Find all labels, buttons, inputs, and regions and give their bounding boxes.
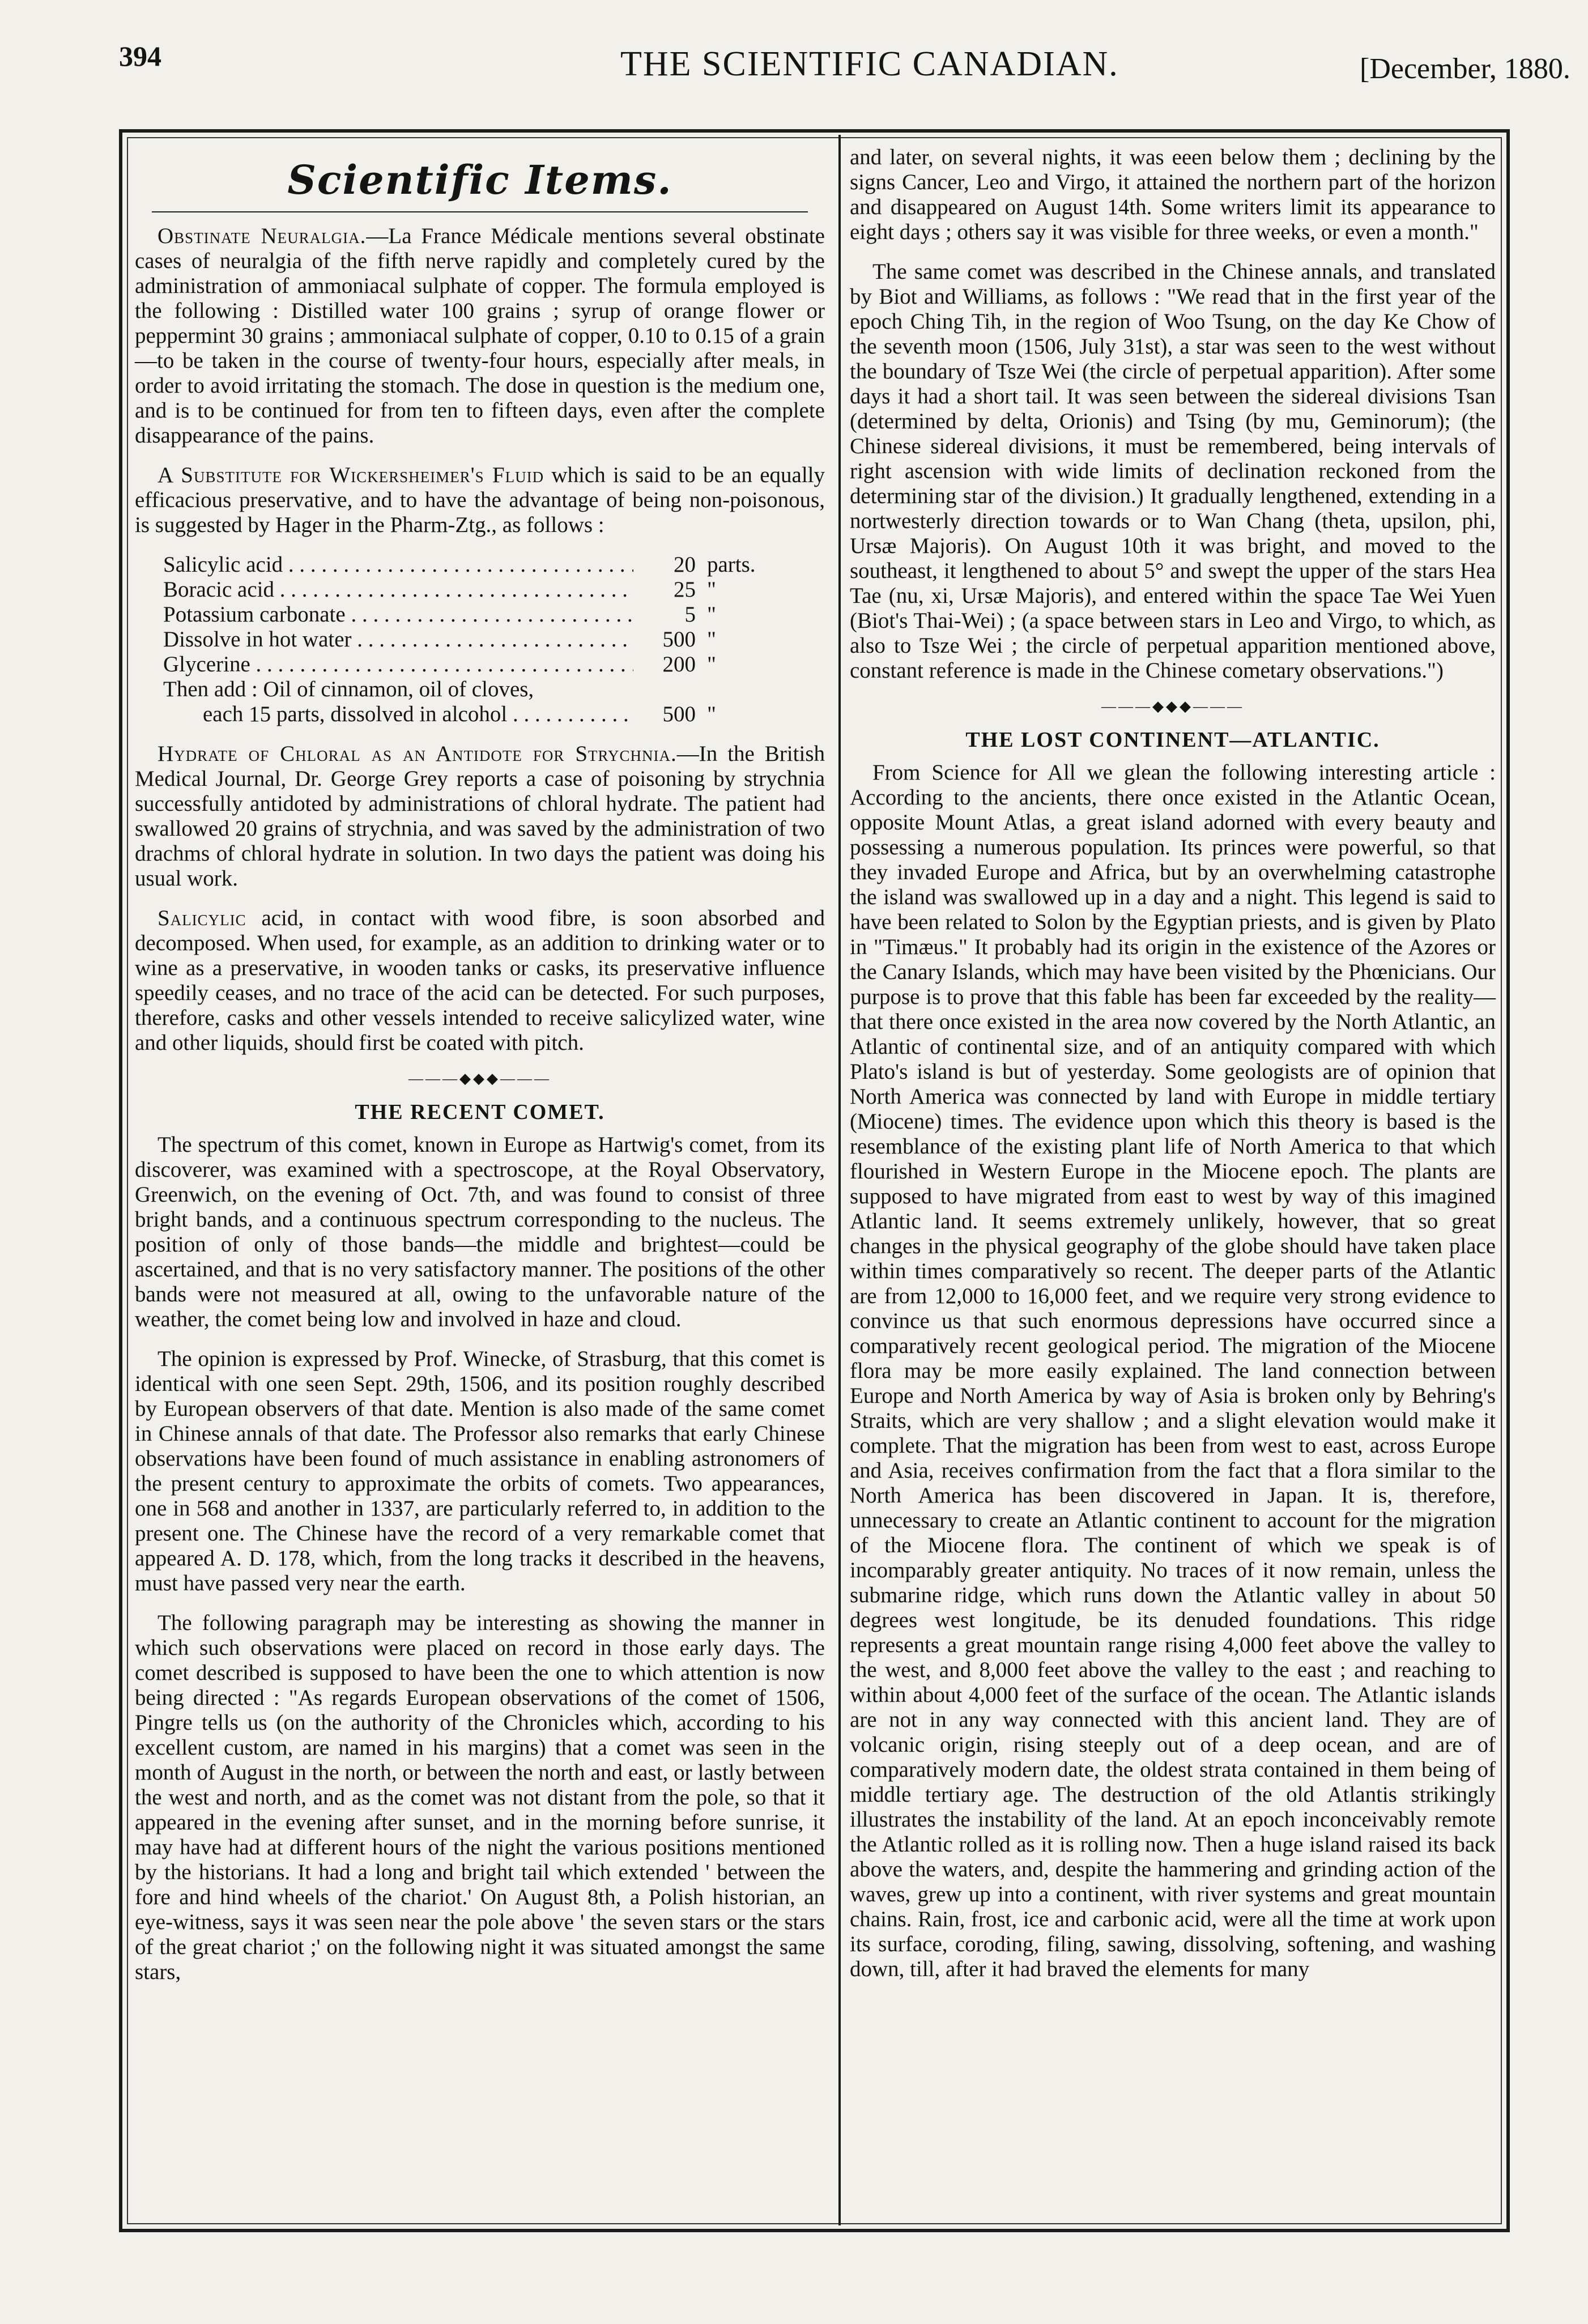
atlantic-paragraph: From Science for All we glean the following interesting article : According to the ancients, there once existed in the Atlantic Ocean, opposite Mount Atlas, a great island adorned with every beauty and possessing a numerous population. Its princes were powerful, so that they invaded Europe and Africa, but by an overwhelming catastrophe the island was swallowed up in a day and a night. This legend is said to have been related to Solon by the Egyptian priests, and is given by Plato in "Timæus." It probably had its origin in the existence of the Azores or the Canary Islands, which may have been visited by the Phœnicians. Our purpose is to prove that this fable has been far exceeded by the reality—that there once existed in the area now covered by the North Atlantic, an Atlantic of continental size, and of an antiquity compared with which Plato's island is but of yesterday. Some geologists are of opinion that North America was connected by land with Europe in middle tertiary (Miocene) times. The evidence upon which this theory is based is the resemblance of the existing plant life of North America to that which flourished in Western Europe in the Miocene epoch. The plants are supposed to have migrated from east to west by way of this imagined Atlantic land. It seems extremely unlikely, however, that so great changes in the physical geography of the globe should have taken place within times comparatively so recent. The deeper parts of the Atlantic are from 12,000 to 16,000 feet, and we require very strong evidence to convince us that such enormous depressions have occurred since a comparatively recent geological period. The migration of the Miocene flora may be more easily explained. The land connection between Europe and North America by way of Asia is broken only by Behring's Straits, which are very shallow ; and a slight elevation would make it complete. That the migration has been from west to east, across Europe and Asia, receives confirmation from the fact that a flora similar to the North America has been discovered in Japan. It is, therefore, unnecessary to create an Atlantic continent to account for the migration of the Miocene flora. The continent of which we speak is of incomparably greater antiquity. No traces of it now remain, unless the submarine ridge, which runs down the Atlantic valley in about 50 degrees west longitude, be its denuded foundations. This ridge represents a great mountain range rising 4,000 feet above the valley to the west, and 8,000 feet above the valley to the east ; and reaching to within about 4,000 feet of the surface of the ocean. The Atlantic islands are not in any way connected with this ancient land. They are of volcanic origin, rising steeply out of a deep ocean, and are of comparatively modern date, the oldest strata contained in them being of middle tertiary age. The destruction of the old Atlantis strikingly illustrates the instability of the land. At an epoch inconceivably remote the Atlantic rolled as it is rolling now. Then a huge island raised its back above the waters, and, despite the hammering and grinding action of the waves, grew up into a continent, with river systems and great mountain chains. Rain, frost, ice and carbonic acid, were all the time at work upon its surface, coroding, filing, sawing, dissolving, softening, and washing down, till, after it had braved the elements for many: [850, 760, 1496, 1981]
recipe-amount: 5: [684, 602, 696, 627]
page-number: 394: [119, 40, 161, 72]
recipe-unit: ": [707, 602, 716, 627]
chloral-item: [135, 742, 825, 891]
comet-paragraph: The opinion is expressed by Prof. Winecke, of Strasburg, that this comet is identical with one seen Sept. 29th, 1506, and its position roughly described by European observers of that date. Mention is also made of the same comet in Chinese annals of that date. The Professor also remarks that early Chinese observations have been found of much assistance in enabling astronomers of the present century to approximate the orbits of comets. Two appearances, one in 568 and another in 1337, are particularly referred to, in addition to the present one. The Chinese have the record of a very remarkable comet that appeared A. D. 178, which, from the long tracks it described in the heavens, must have passed very near the earth.: [135, 1347, 825, 1595]
recipe-unit: parts.: [707, 552, 756, 577]
atlantic-title: THE LOST CONTINENT—ATLANTIC.: [965, 728, 1380, 752]
left-column: [135, 145, 825, 1999]
heading-rule: [152, 211, 808, 212]
comet-paragraph: The spectrum of this comet, known in Europe as Hartwig's comet, from its discoverer, was examined with a spectroscope, at the Royal Observatory, Greenwich, on the evening of Oct. 7th, and was found to consist of three bright bands, and a continuous spectrum corresponding to the nucleus. The position of only of those bands—the middle and brightest—could be ascertained, and that is no very satisfactory manner. The positions of the other bands were not measured at all, owing to the unfavorable nature of the weather, the comet being low and involved in haze and cloud.: [135, 1133, 825, 1331]
recipe-row: [163, 577, 775, 602]
recipe-row: [163, 652, 775, 677]
ornament-divider: ———◆◆◆———: [1101, 698, 1244, 714]
column-rule: [838, 135, 841, 2225]
neuralgia-lead: Obstinate Neuralgia.: [157, 224, 367, 248]
neuralgia-item: [135, 224, 825, 448]
recipe-ingredient: Salicylic acid . . .: [163, 552, 633, 577]
right-column: [850, 145, 1496, 1997]
substitute-item: [135, 463, 825, 538]
recipe-amount: 25: [674, 577, 696, 602]
section-heading: Scientific Items.: [287, 156, 672, 203]
recipe-unit: ": [707, 577, 716, 602]
comet-title: THE RECENT COMET.: [355, 1100, 605, 1124]
salicylic-text: acid, in contact with wood fibre, is soon absorbed and decomposed. When used, for example, as an addition to drinking water or to wine as a preservative, in wooden tanks or casks, its preservative influence speedily ceases, and no trace of the acid can be detected. For such purposes, therefore, casks and other vessels intended to receive salicylized water, wine and other liquids, should first be coated with pitch.: [135, 906, 825, 1055]
substitute-lead: A Substitute for Wickersheimer's Fluid: [157, 463, 544, 487]
recipe-amount: 500: [662, 627, 696, 652]
substitute-text: which is said to be an equally efficacious preservative, and to have the advantage of being non-poisonous, is suggested by Hager in the Pharm-Ztg., as follows :: [135, 463, 825, 537]
recipe-row: [163, 602, 775, 627]
recipe-ingredient: Dissolve in hot water . . .: [163, 627, 633, 652]
recipe-row: [163, 627, 775, 652]
recipe-row: [163, 552, 775, 577]
salicylic-lead: Salicylic: [157, 906, 246, 930]
recipe-row: [163, 702, 775, 727]
recipe-unit: ": [707, 652, 716, 676]
recipe-row: [163, 677, 775, 702]
recipe-unit: ": [707, 627, 716, 652]
chloral-lead: Hydrate of Chloral as an Antidote for Strychnia.: [157, 742, 677, 766]
recipe-table: [163, 552, 775, 727]
recipe-then: Then add : Oil of cinnamon, oil of cloves,: [163, 677, 534, 701]
comet-paragraph: The following paragraph may be interesting as showing the manner in which such observations were placed on record in those early days. The comet described is supposed to have been the one to which attention is now being directed : "As regards European observations of the comet of 1506, Pingre tells us (on the authority of the Chronicles which, according to his excellent custom, are named in his margins) that a comet was seen in the month of August in the north, or between the north and east, or lastly between the west and north, and as the comet was not distant from the pole, so that it appeared in the evening after sunset, and in the morning before sunrise, it may have had at different hours of the night the various positions mentioned by the historians. It had a long and bright tail which extended ' between the fore and hind wheels of the chariot.' On August 8th, a Polish historian, an eye-witness, says it was seen near the pole above ' the seven stars or the stars of the great chariot ;' on the following night it was situated amongst the same stars,: [135, 1611, 825, 1984]
ornament-divider: ———◆◆◆———: [408, 1070, 551, 1087]
recipe-unit: ": [707, 702, 716, 726]
salicylic-item: [135, 906, 825, 1055]
recipe-amount: 200: [662, 652, 696, 676]
recipe-ingredient: each 15 parts, dissolved in alcohol . . .: [163, 702, 633, 727]
recipe-ingredient: Boracic acid . . .: [163, 577, 633, 602]
recipe-amount: 20: [674, 552, 696, 577]
running-title: THE SCIENTIFIC CANADIAN.: [620, 45, 1119, 83]
chloral-text: —In the British Medical Journal, Dr. George Grey reports a case of poisoning by strychnia successfully antidoted by administrations of chloral hydrate. The patient had swallowed 20 grains of strychnia, and was saved by the administration of two drachms of chloral hydrate in solution. In two days the patient was doing his usual work.: [135, 742, 825, 891]
recipe-ingredient: Glycerine . . .: [163, 652, 633, 677]
comet-continuation: and later, on several nights, it was eeen below them ; declining by the signs Cancer, Leo and Virgo, it attained the northern part of the horizon and disappeared on August 14th. Some writers limit its appearance to eight days ; others say it was visible for three weeks, or even a month.": [850, 145, 1496, 244]
recipe-amount: 500: [662, 702, 696, 726]
recipe-ingredient: Potassium carbonate . . .: [163, 602, 633, 627]
issue-date: [December, 1880.: [1360, 53, 1570, 85]
comet-paragraph: The same comet was described in the Chinese annals, and translated by Biot and Williams, as follows : "We read that in the first year of the epoch Ching Tih, in the region of Woo Tsung, on the day Ke Chow of the seventh moon (1506, July 31st), a star was seen to the west without the boundary of Tsze Wei (the circle of perpetual apparition). After some days it had a short tail. It was seen between the sidereal divisions Tsan (determined by delta, Orionis) and Tsing (by mu, Geminorum); (the Chinese sidereal divisions, it must be remembered, being intervals of right ascension with wide limits of declination reckoned from the determining star of the division.) It gradually lengthened, extending in a nortwesterly direction towards or to Wan Chang (theta, upsilon, phi, Ursæ Majoris). On August 10th it was bright, and moved to the southeast, it lengthened to about 5° and swept the upper of the stars Hea Tae (nu, xi, Ursæ Majoris), and entered within the space Tae Wei Yuen (Biot's Thai-Wei) ; (a space between stars in Leo and Virgo, to which, as also to Tsze Wei ; the circle of perpetual apparition mentioned above, constant reference is made in the Chinese cometary observations."): [850, 259, 1496, 683]
neuralgia-text: —La France Médicale mentions several obstinate cases of neuralgia of the fifth nerve rapidly and completely cured by the administration of ammoniacal sulphate of copper. The formula employed is the following : Distilled water 100 grains ; syrup of orange flower or peppermint 30 grains ; ammoniacal sulphate of copper, 0.10 to 0.15 of a grain —to be taken in the course of twenty-four hours, especially after meals, in order to avoid irritating the stomach. The dose in question is the medium one, and is to be continued for from ten to fifteen days, even after the complete disappearance of the pains.: [135, 224, 825, 448]
